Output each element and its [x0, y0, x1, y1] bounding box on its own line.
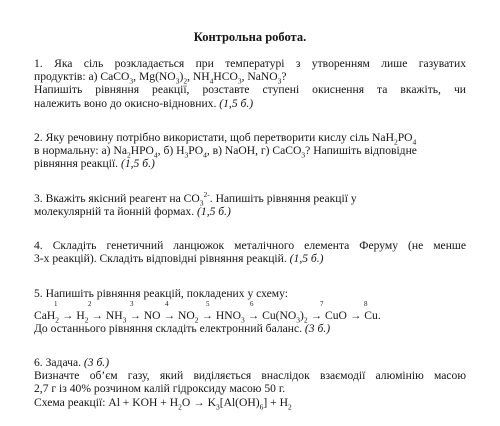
- question-5: [34, 287, 466, 336]
- question-2: [34, 131, 466, 171]
- page-title: Контрольна робота.: [193, 30, 307, 44]
- question-3-points: (1,5 б.): [197, 205, 231, 219]
- question-4: [34, 239, 466, 265]
- question-6-points: (3 б.): [83, 356, 110, 369]
- question-5-line-3: До останнього рівняння складіть електронний баланс. (3 б.): [34, 322, 331, 336]
- reaction-scheme: $CaH_2 \to H_2 \to NH_3$ → NO → $NO_2 \to HNO_3 \to Cu(NO_3)_2$ → CuO → Cu.: [34, 309, 381, 325]
- question-1-line-1: 1. Яка сіль розкладається при температурі з утворенням лише газуватих: [34, 57, 466, 70]
- question-1-line-4: належить воно до окисно-відновних. (1,5 б.): [34, 96, 254, 110]
- question-4-line-1: 4. Складіть генетичний ланцюжок металічного елемента Феруму (не менше: [34, 239, 466, 252]
- scheme-step-number: 5: [206, 300, 210, 309]
- question-6-line-2: Визначте об’єм газу, який виділяється внаслідок взаємодії алюмінію масою: [34, 369, 466, 383]
- question-4-line-2: 3-х реакцій). Складіть відповідні рівняння реакцій. (1,5 б.): [34, 252, 324, 266]
- question-2-line-3: рівняння реакції. (1,5 б.): [34, 157, 155, 171]
- question-3-line-2: молекулярній та йонній формах. (1,5 б.): [34, 205, 231, 219]
- question-2-line-1: 2. Яку речовину потрібно використати, щоб перетворити кислу сіль $NaH_2PO_4$: [34, 131, 417, 147]
- question-1-points: (1,5 б.): [219, 96, 254, 110]
- scheme-step-number: 8: [364, 300, 368, 309]
- question-3-line-1: 3. Вкажіть якісний реагент на $CO_3^{2-}$. Напишіть рівняння реакції у: [34, 190, 357, 208]
- scheme-step-numbers: [34, 300, 466, 309]
- question-5-points: (3 б.): [304, 322, 331, 336]
- scheme-step-number: 1: [54, 300, 58, 309]
- question-1: [34, 57, 466, 110]
- question-3: [34, 192, 466, 218]
- scheme-step-number: 2: [88, 300, 92, 309]
- question-4-points: (1,5 б.): [289, 252, 324, 266]
- question-6-line-3: 2,7 г із 40% розчином калій гідроксиду масою 50 г.: [34, 382, 286, 396]
- question-2-points: (1,5 б.): [120, 157, 155, 171]
- question-2-line-2: в нормальну: а) $Na_2HPO_4$, б) $H_3PO_4$, в) NaOH, г) CaCO$_3$? Напишіть відповідне: [34, 144, 417, 160]
- question-6-line-4: Схема реакції: Al + KOH + $H_2O \to K_3[Al(OH)_6] + H_2$: [34, 395, 292, 411]
- question-6-line-1: 6. Задача. (3 б.): [34, 356, 110, 369]
- question-5-line-1: 5. Напишіть рівняння реакцій, покладених у схему:: [34, 287, 288, 300]
- scheme-step-number: 4: [165, 300, 169, 309]
- scheme-step-number: 6: [250, 300, 254, 309]
- scheme-step-number: 3: [130, 300, 134, 309]
- question-6: [34, 356, 466, 409]
- scheme-step-number: 7: [320, 300, 324, 309]
- question-1-line-3: Напишіть рівняння реакції, розставте ступені окиснення та вкажіть, чи: [34, 83, 466, 97]
- question-1-line-2: продуктів: а) CaCO$_3$, $Mg(NO_3)_2$, $NH_4HCO_3$, NaNO$_3$?: [34, 70, 287, 86]
